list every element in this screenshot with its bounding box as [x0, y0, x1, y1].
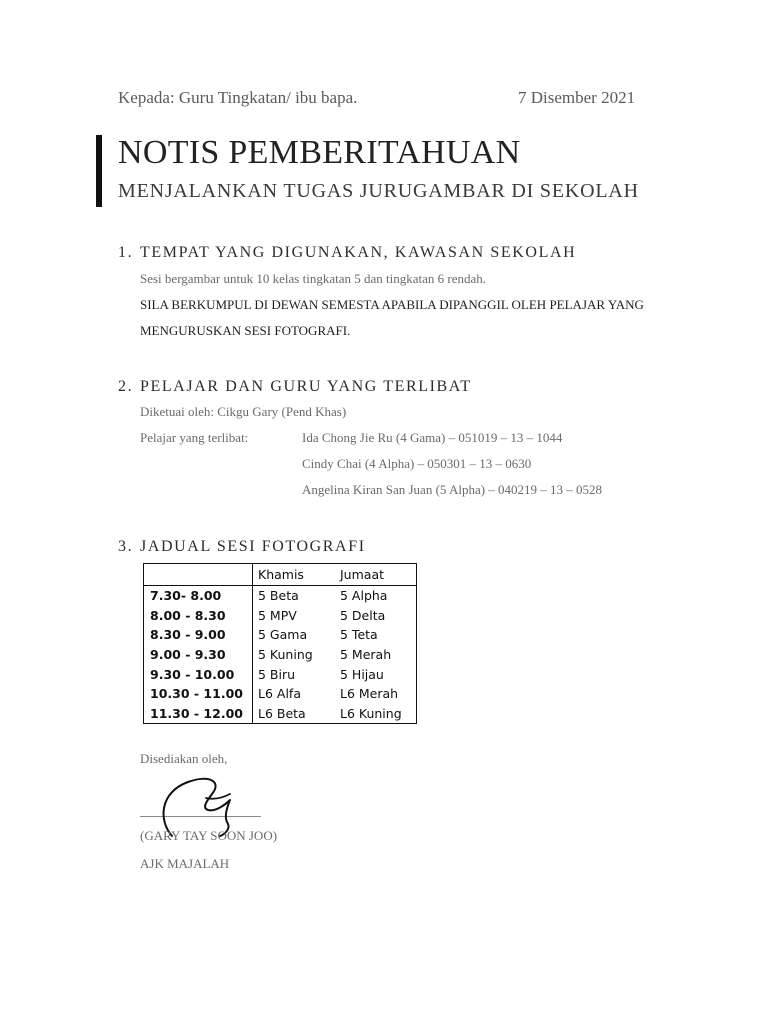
time-cell: 11.30 - 12.00: [144, 704, 253, 724]
recipient-line: Kepada: Guru Tingkatan/ ibu bapa.: [118, 88, 358, 107]
friday-cell: 5 Teta: [340, 627, 378, 643]
led-by-line: Diketuai oleh: Cikgu Gary (Pend Khas): [140, 404, 347, 419]
section-2-heading: [118, 378, 472, 396]
table-row: [144, 645, 417, 665]
schedule-table: [143, 563, 417, 724]
friday-cell: 5 Delta: [340, 607, 386, 623]
time-cell: 7.30- 8.00: [144, 586, 253, 606]
section-3-heading: [118, 538, 366, 556]
schedule-header-row: [144, 564, 417, 586]
prepared-by: Disediakan oleh,: [140, 751, 228, 766]
page-title: NOTIS PEMBERITAHUAN: [118, 134, 521, 171]
table-row: [144, 684, 417, 704]
section-1-line: SILA BERKUMPUL DI DEWAN SEMESTA APABILA DIPANGGIL OLEH PELAJAR YANG: [140, 297, 644, 312]
time-cell: 8.00 - 8.30: [144, 606, 253, 626]
page-subtitle: MENJALANKAN TUGAS JURUGAMBAR DI SEKOLAH: [118, 180, 639, 202]
table-row: [144, 606, 417, 626]
table-row: [144, 664, 417, 684]
thursday-cell: L6 Beta: [258, 705, 306, 721]
thursday-cell: 5 Beta: [258, 588, 299, 604]
section-heading-text: JADUAL SESI FOTOGRAFI: [140, 538, 366, 555]
section-number: 1.: [118, 244, 134, 261]
section-1-heading: [118, 244, 576, 262]
friday-cell: 5 Alpha: [340, 588, 388, 604]
title-accent-bar: [96, 135, 102, 207]
header-thursday: Khamis: [253, 564, 336, 586]
thursday-cell: 5 MPV: [258, 607, 297, 623]
section-heading-text: PELAJAR DAN GURU YANG TERLIBAT: [140, 378, 472, 395]
thursday-cell: 5 Gama: [258, 627, 308, 643]
section-number: 3.: [118, 538, 134, 555]
thursday-cell: L6 Alfa: [258, 686, 301, 702]
time-cell: 9.00 - 9.30: [144, 645, 253, 665]
notice-date: 7 Disember 2021: [518, 88, 636, 107]
students-label: Pelajar yang terlibat:: [140, 430, 249, 445]
section-1-line: MENGURUSKAN SESI FOTOGRAFI.: [140, 323, 351, 338]
signatory-role: AJK MAJALAH: [140, 856, 230, 871]
student-entry: Cindy Chai (4 Alpha) – 050301 – 13 – 0630: [302, 456, 532, 471]
signatory-name: (GARY TAY SOON JOO): [140, 828, 278, 843]
section-1-line: Sesi bergambar untuk 10 kelas tingkatan 5 dan tingkatan 6 rendah.: [140, 271, 486, 286]
student-entry: Ida Chong Jie Ru (4 Gama) – 051019 – 13 – 1044: [302, 430, 563, 445]
header-time: [144, 564, 253, 586]
friday-cell: 5 Merah: [340, 647, 392, 663]
friday-cell: L6 Merah: [340, 686, 399, 702]
time-cell: 8.30 - 9.00: [144, 625, 253, 645]
header-friday: Jumaat: [335, 564, 417, 586]
table-row: [144, 704, 417, 724]
thursday-cell: 5 Kuning: [258, 647, 313, 663]
table-row: [144, 625, 417, 645]
student-entry: Angelina Kiran San Juan (5 Alpha) – 040219 – 13 – 0528: [302, 482, 603, 497]
section-heading-text: TEMPAT YANG DIGUNAKAN, KAWASAN SEKOLAH: [140, 244, 577, 261]
time-cell: 9.30 - 10.00: [144, 664, 253, 684]
thursday-cell: 5 Biru: [258, 666, 296, 682]
table-row: [144, 586, 417, 606]
section-number: 2.: [118, 378, 134, 395]
time-cell: 10.30 - 11.00: [144, 684, 253, 704]
friday-cell: 5 Hijau: [340, 666, 384, 682]
friday-cell: L6 Kuning: [340, 705, 402, 721]
